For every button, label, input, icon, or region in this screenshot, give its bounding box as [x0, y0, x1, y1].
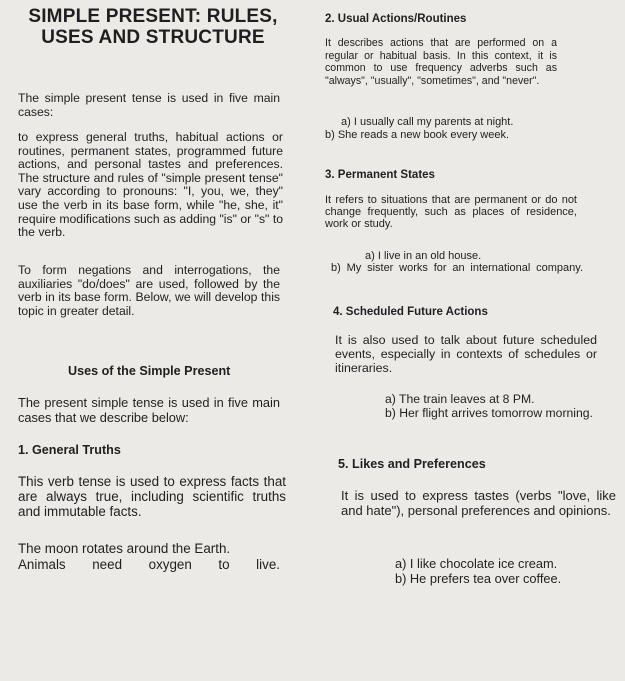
- example-moon: The moon rotates around the Earth.: [18, 541, 231, 556]
- section-3-example-b: b) My sister works for an international company.: [331, 262, 583, 274]
- general-truths-paragraph: This verb tense is used to express facts that are always true, including scientific truths and immutable facts.: [18, 474, 286, 519]
- section-4-example-b: b) Her flight arrives tomorrow morning.: [385, 406, 593, 420]
- section-2-example-b: b) She reads a new book every week.: [325, 129, 510, 141]
- section-5-paragraph: It is used to express tastes (verbs "love, like and hate"), personal preferences and opinions.: [341, 488, 616, 518]
- section-5-example-a: a) I like chocolate ice cream.: [395, 556, 558, 571]
- section-3-paragraph: It refers to situations that are permanent or do not change frequently, such as places of residence, work or study.: [325, 194, 577, 231]
- section-4-heading: 4. Scheduled Future Actions: [333, 306, 488, 318]
- example-animals: Animals need oxygen to live.: [18, 557, 280, 572]
- section-3-example-a: a) I live in an old house.: [365, 250, 482, 262]
- intro-paragraph: to express general truths, habitual actions or routines, permanent states, programmed future actions, and personal tastes and preferences. The structure and rules of "simple present tense" vary according to pronouns: "I, you, we, they" use the verb in its base form, while "he, she, it" require modifications such as adding "is" or "s" to the verb.: [18, 130, 283, 240]
- section-5-heading: 5. Likes and Preferences: [338, 457, 486, 471]
- section-2-heading: 2. Usual Actions/Routines: [325, 13, 467, 25]
- uses-heading: Uses of the Simple Present: [68, 364, 231, 378]
- general-truths-heading: 1. General Truths: [18, 443, 121, 457]
- section-4-paragraph: It is also used to talk about future scheduled events, especially in contexts of schedules or itineraries.: [335, 333, 597, 375]
- page-title: SIMPLE PRESENT: RULES, USES AND STRUCTURE: [28, 6, 278, 48]
- uses-paragraph: The present simple tense is used in five main cases that we describe below:: [18, 395, 280, 425]
- negations-paragraph: To form negations and interrogations, the auxiliaries "do/does" are used, followed by the verb in its base form. Below, we will develop this topic in greater detail.: [18, 263, 280, 318]
- section-2-paragraph: It describes actions that are performed on a regular or habitual basis. In this context, it is common to use frequency adverbs such as "always", "usually", "sometimes", and "never".: [325, 37, 557, 87]
- section-5-example-b: b) He prefers tea over coffee.: [395, 571, 562, 586]
- intro-line: The simple present tense is used in five main cases:: [18, 91, 280, 119]
- section-4-example-a: a) The train leaves at 8 PM.: [385, 392, 535, 406]
- section-3-heading: 3. Permanent States: [325, 169, 435, 181]
- section-2-example-a: a) I usually call my parents at night.: [341, 116, 514, 128]
